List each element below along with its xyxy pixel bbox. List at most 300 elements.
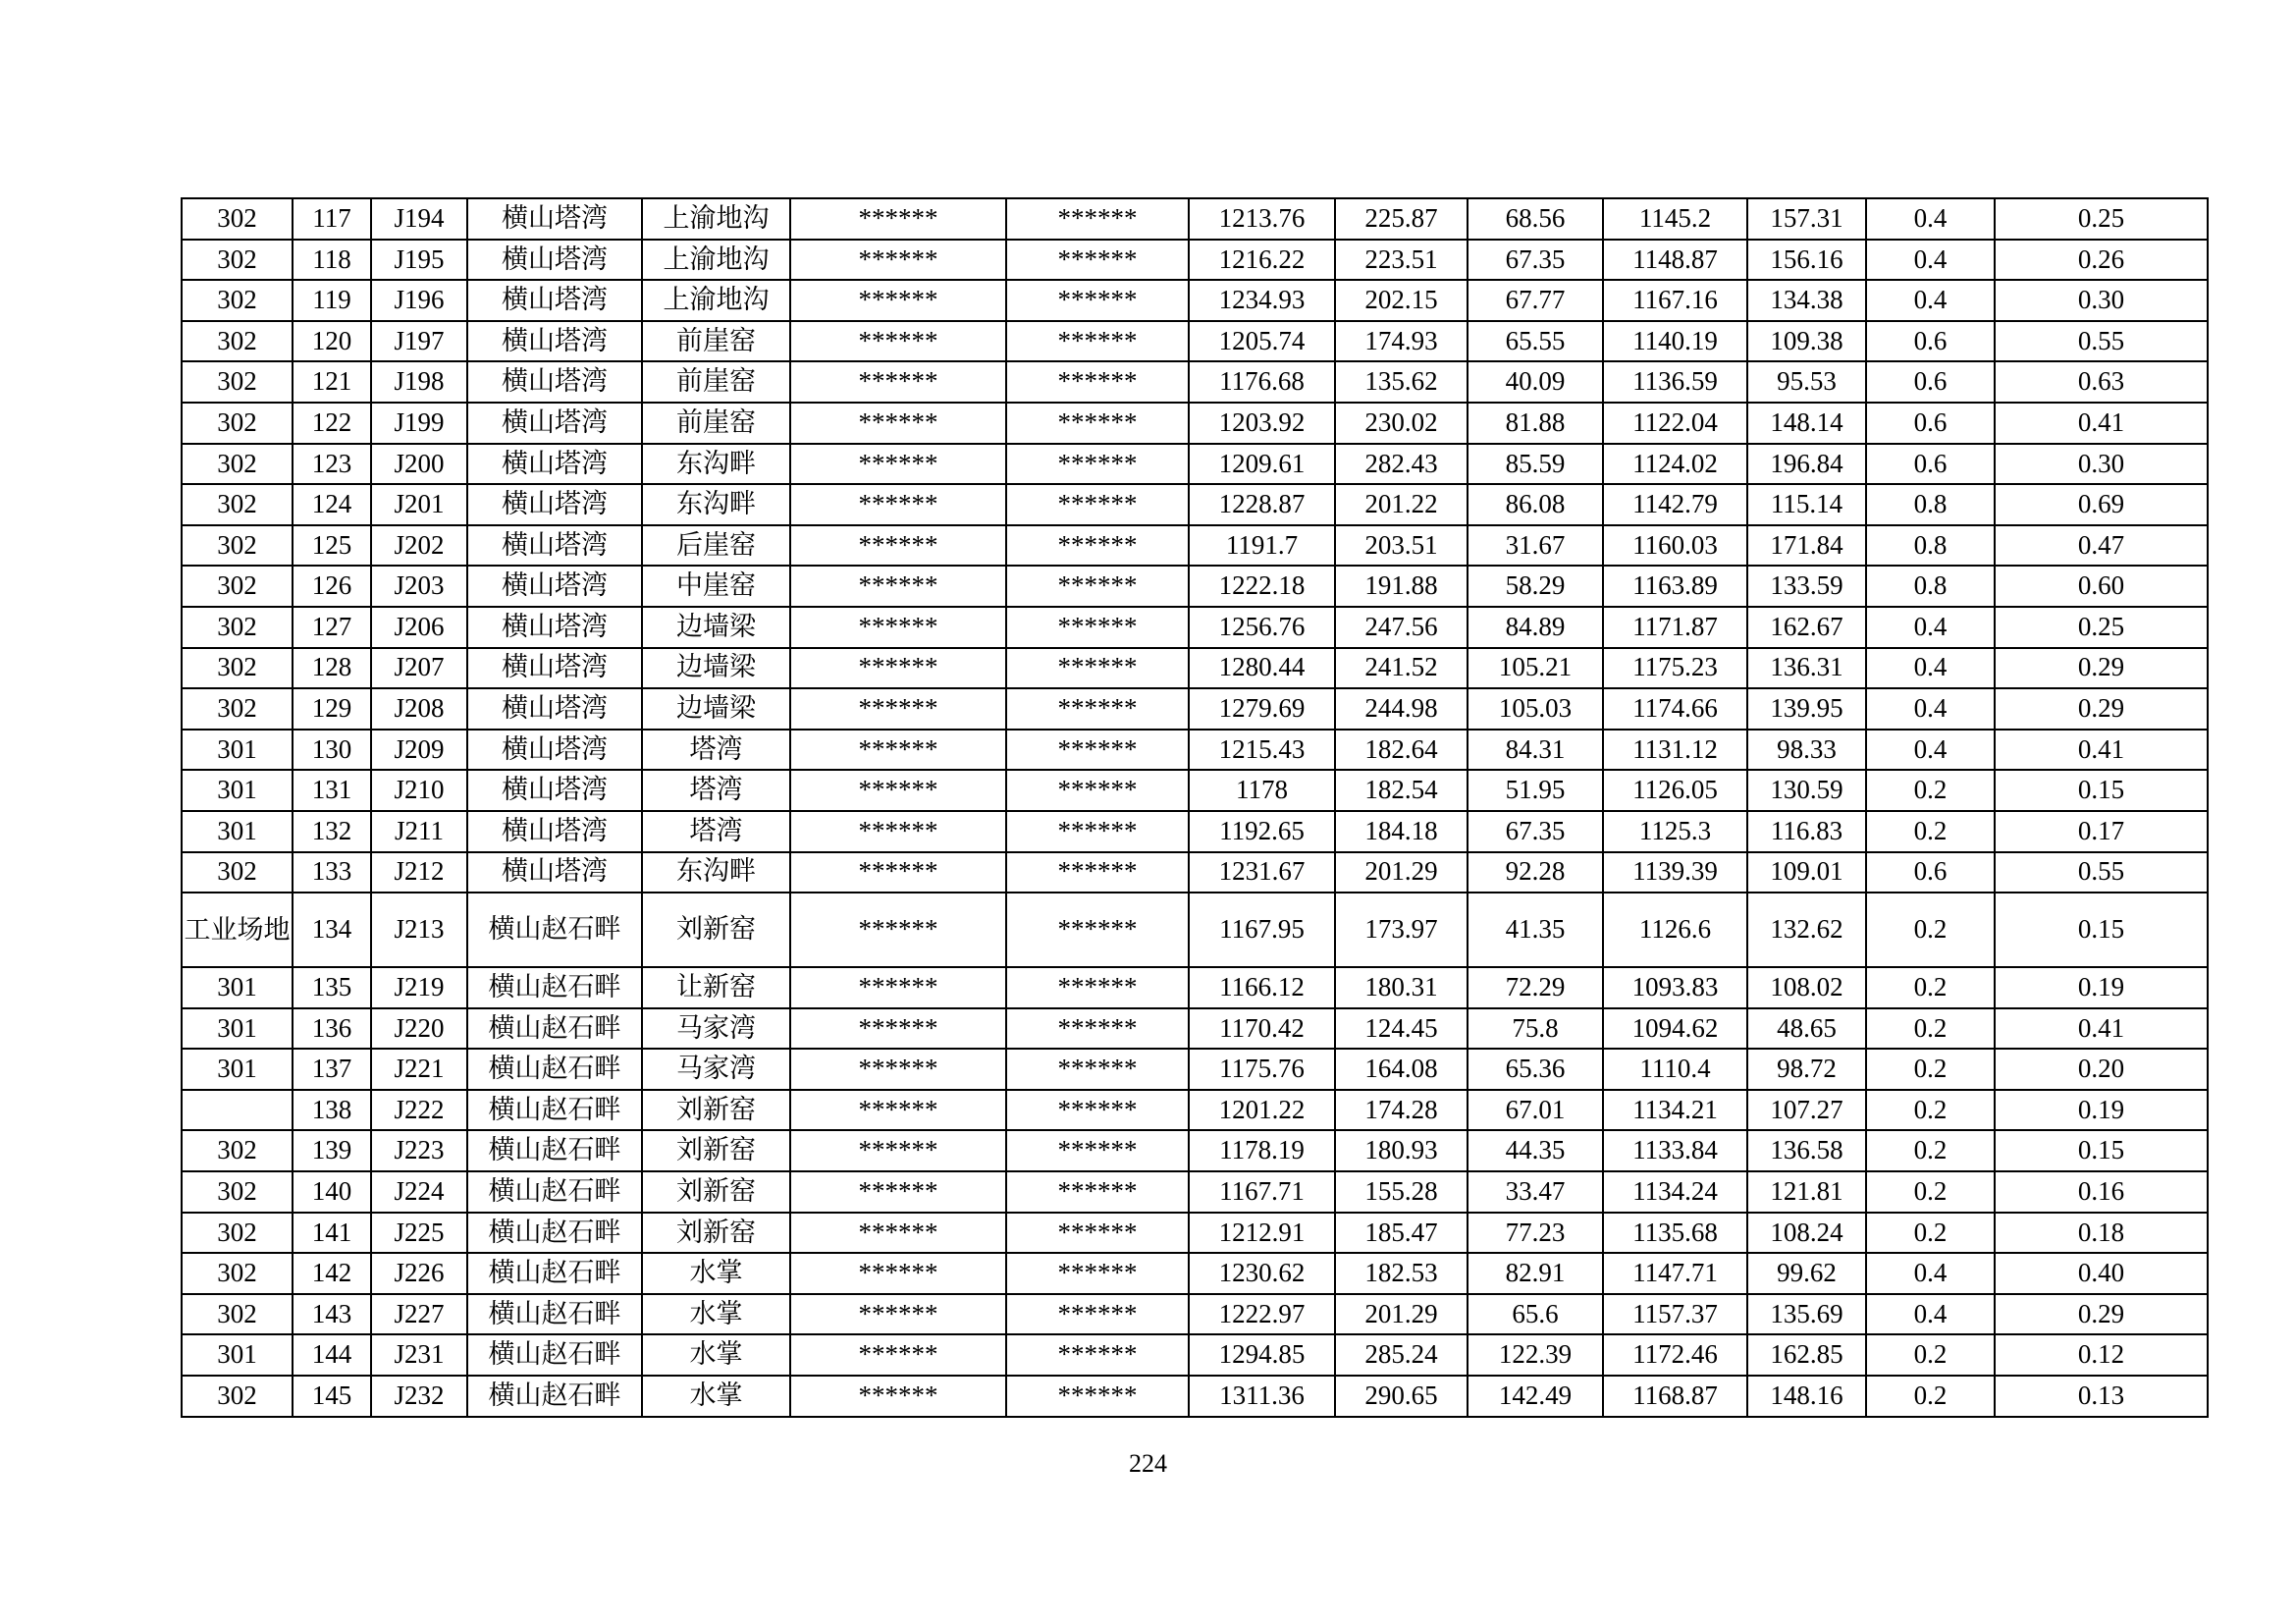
cell-point-id: J211 <box>371 811 467 852</box>
cell-bedrock: 33.47 <box>1468 1171 1603 1213</box>
cell-seq: 126 <box>293 566 371 607</box>
cell-point-id: J203 <box>371 566 467 607</box>
cell-ratio: 0.6 <box>1866 403 1995 444</box>
cell-seq: 138 <box>293 1090 371 1131</box>
cell-bedrock: 44.35 <box>1468 1130 1603 1171</box>
cell-depth: 203.51 <box>1335 525 1468 567</box>
cell-village: 刘新窑 <box>642 1213 790 1254</box>
cell-elevation: 1167.71 <box>1189 1171 1335 1213</box>
cell-thickness: 162.85 <box>1747 1334 1866 1376</box>
cell-coord-y: ****** <box>1006 770 1189 811</box>
cell-point-id: J232 <box>371 1376 467 1417</box>
cell-elevation: 1178.19 <box>1189 1130 1335 1171</box>
cell-thickness: 115.14 <box>1747 484 1866 525</box>
cell-depth: 182.54 <box>1335 770 1468 811</box>
data-table <box>181 197 2209 1418</box>
cell-floor-elev: 1142.79 <box>1603 484 1747 525</box>
cell-point-id: J198 <box>371 361 467 403</box>
cell-town: 横山赵石畔 <box>467 1213 642 1254</box>
cell-town: 横山塔湾 <box>467 566 642 607</box>
cell-bedrock: 31.67 <box>1468 525 1603 567</box>
cell-village: 东沟畔 <box>642 852 790 893</box>
cell-panel: 302 <box>182 1376 293 1417</box>
cell-index: 0.29 <box>1995 1294 2208 1335</box>
cell-thickness: 133.59 <box>1747 566 1866 607</box>
cell-coord-x: ****** <box>790 811 1006 852</box>
cell-elevation: 1212.91 <box>1189 1213 1335 1254</box>
table-row <box>182 607 2208 648</box>
cell-village: 水掌 <box>642 1334 790 1376</box>
cell-point-id: J222 <box>371 1090 467 1131</box>
cell-coord-x: ****** <box>790 525 1006 567</box>
cell-seq: 144 <box>293 1334 371 1376</box>
cell-bedrock: 51.95 <box>1468 770 1603 811</box>
cell-bedrock: 68.56 <box>1468 198 1603 240</box>
table-row <box>182 361 2208 403</box>
cell-seq: 141 <box>293 1213 371 1254</box>
table-row <box>182 1253 2208 1294</box>
cell-depth: 191.88 <box>1335 566 1468 607</box>
cell-depth: 124.45 <box>1335 1008 1468 1050</box>
cell-ratio: 0.4 <box>1866 1253 1995 1294</box>
cell-town: 横山塔湾 <box>467 730 642 771</box>
cell-thickness: 109.38 <box>1747 321 1866 362</box>
cell-thickness: 121.81 <box>1747 1171 1866 1213</box>
cell-thickness: 109.01 <box>1747 852 1866 893</box>
cell-ratio: 0.2 <box>1866 811 1995 852</box>
cell-bedrock: 67.01 <box>1468 1090 1603 1131</box>
cell-thickness: 136.58 <box>1747 1130 1866 1171</box>
cell-bedrock: 65.36 <box>1468 1049 1603 1090</box>
cell-panel: 302 <box>182 1130 293 1171</box>
cell-depth: 184.18 <box>1335 811 1468 852</box>
cell-ratio: 0.2 <box>1866 1213 1995 1254</box>
cell-town: 横山塔湾 <box>467 852 642 893</box>
cell-point-id: J206 <box>371 607 467 648</box>
cell-thickness: 99.62 <box>1747 1253 1866 1294</box>
cell-point-id: J223 <box>371 1130 467 1171</box>
cell-depth: 225.87 <box>1335 198 1468 240</box>
cell-index: 0.29 <box>1995 648 2208 689</box>
cell-point-id: J212 <box>371 852 467 893</box>
cell-panel: 302 <box>182 403 293 444</box>
cell-floor-elev: 1147.71 <box>1603 1253 1747 1294</box>
cell-ratio: 0.2 <box>1866 1171 1995 1213</box>
cell-floor-elev: 1167.16 <box>1603 280 1747 321</box>
cell-elevation: 1167.95 <box>1189 893 1335 967</box>
cell-coord-x: ****** <box>790 1171 1006 1213</box>
cell-panel: 301 <box>182 730 293 771</box>
table-row <box>182 648 2208 689</box>
cell-index: 0.47 <box>1995 525 2208 567</box>
cell-index: 0.15 <box>1995 1130 2208 1171</box>
cell-panel: 301 <box>182 770 293 811</box>
cell-seq: 143 <box>293 1294 371 1335</box>
cell-depth: 155.28 <box>1335 1171 1468 1213</box>
cell-seq: 130 <box>293 730 371 771</box>
cell-coord-y: ****** <box>1006 321 1189 362</box>
cell-village: 塔湾 <box>642 811 790 852</box>
cell-ratio: 0.2 <box>1866 1334 1995 1376</box>
table-row <box>182 240 2208 281</box>
cell-elevation: 1222.97 <box>1189 1294 1335 1335</box>
cell-coord-y: ****** <box>1006 893 1189 967</box>
cell-ratio: 0.4 <box>1866 648 1995 689</box>
cell-index: 0.63 <box>1995 361 2208 403</box>
cell-coord-y: ****** <box>1006 484 1189 525</box>
cell-ratio: 0.2 <box>1866 770 1995 811</box>
cell-panel: 302 <box>182 688 293 730</box>
cell-panel: 302 <box>182 321 293 362</box>
cell-ratio: 0.2 <box>1866 1090 1995 1131</box>
cell-coord-y: ****** <box>1006 1376 1189 1417</box>
cell-town: 横山塔湾 <box>467 607 642 648</box>
cell-bedrock: 122.39 <box>1468 1334 1603 1376</box>
cell-seq: 127 <box>293 607 371 648</box>
cell-coord-x: ****** <box>790 321 1006 362</box>
cell-panel: 301 <box>182 1334 293 1376</box>
cell-floor-elev: 1157.37 <box>1603 1294 1747 1335</box>
table-row <box>182 893 2208 967</box>
cell-panel: 302 <box>182 484 293 525</box>
cell-elevation: 1175.76 <box>1189 1049 1335 1090</box>
cell-seq: 139 <box>293 1130 371 1171</box>
cell-thickness: 136.31 <box>1747 648 1866 689</box>
cell-village: 刘新窑 <box>642 893 790 967</box>
cell-point-id: J226 <box>371 1253 467 1294</box>
cell-floor-elev: 1093.83 <box>1603 967 1747 1008</box>
table-row <box>182 730 2208 771</box>
cell-elevation: 1209.61 <box>1189 444 1335 485</box>
cell-coord-x: ****** <box>790 1008 1006 1050</box>
cell-coord-y: ****** <box>1006 1334 1189 1376</box>
cell-village: 边墙梁 <box>642 688 790 730</box>
cell-floor-elev: 1171.87 <box>1603 607 1747 648</box>
cell-village: 东沟畔 <box>642 444 790 485</box>
cell-coord-x: ****** <box>790 1130 1006 1171</box>
cell-village: 中崖窑 <box>642 566 790 607</box>
table-row <box>182 484 2208 525</box>
cell-point-id: J210 <box>371 770 467 811</box>
cell-village: 前崖窑 <box>642 321 790 362</box>
cell-coord-x: ****** <box>790 967 1006 1008</box>
cell-seq: 132 <box>293 811 371 852</box>
cell-seq: 125 <box>293 525 371 567</box>
cell-village: 水掌 <box>642 1253 790 1294</box>
cell-coord-x: ****** <box>790 1253 1006 1294</box>
cell-village: 上渝地沟 <box>642 280 790 321</box>
cell-thickness: 116.83 <box>1747 811 1866 852</box>
cell-town: 横山塔湾 <box>467 240 642 281</box>
cell-thickness: 98.72 <box>1747 1049 1866 1090</box>
cell-floor-elev: 1148.87 <box>1603 240 1747 281</box>
table-row <box>182 321 2208 362</box>
cell-coord-x: ****** <box>790 1376 1006 1417</box>
cell-coord-y: ****** <box>1006 566 1189 607</box>
cell-index: 0.55 <box>1995 852 2208 893</box>
cell-seq: 129 <box>293 688 371 730</box>
cell-point-id: J220 <box>371 1008 467 1050</box>
cell-bedrock: 84.31 <box>1468 730 1603 771</box>
cell-seq: 128 <box>293 648 371 689</box>
cell-floor-elev: 1168.87 <box>1603 1376 1747 1417</box>
cell-index: 0.41 <box>1995 403 2208 444</box>
cell-ratio: 0.2 <box>1866 1049 1995 1090</box>
cell-index: 0.60 <box>1995 566 2208 607</box>
cell-elevation: 1228.87 <box>1189 484 1335 525</box>
cell-village: 上渝地沟 <box>642 240 790 281</box>
cell-panel: 302 <box>182 1253 293 1294</box>
cell-coord-y: ****** <box>1006 730 1189 771</box>
cell-seq: 119 <box>293 280 371 321</box>
cell-panel: 301 <box>182 1049 293 1090</box>
cell-elevation: 1205.74 <box>1189 321 1335 362</box>
cell-coord-x: ****** <box>790 1049 1006 1090</box>
cell-point-id: J199 <box>371 403 467 444</box>
cell-coord-y: ****** <box>1006 444 1189 485</box>
cell-coord-y: ****** <box>1006 852 1189 893</box>
cell-elevation: 1213.76 <box>1189 198 1335 240</box>
cell-depth: 174.93 <box>1335 321 1468 362</box>
cell-bedrock: 105.21 <box>1468 648 1603 689</box>
cell-panel: 302 <box>182 852 293 893</box>
cell-coord-x: ****** <box>790 280 1006 321</box>
cell-seq: 122 <box>293 403 371 444</box>
cell-town: 横山赵石畔 <box>467 1253 642 1294</box>
cell-elevation: 1178 <box>1189 770 1335 811</box>
cell-panel: 302 <box>182 361 293 403</box>
cell-town: 横山赵石畔 <box>467 1294 642 1335</box>
cell-point-id: J200 <box>371 444 467 485</box>
cell-depth: 241.52 <box>1335 648 1468 689</box>
cell-village: 马家湾 <box>642 1049 790 1090</box>
table-row <box>182 280 2208 321</box>
cell-bedrock: 72.29 <box>1468 967 1603 1008</box>
cell-depth: 201.29 <box>1335 1294 1468 1335</box>
cell-panel <box>182 1090 293 1131</box>
table-row <box>182 1171 2208 1213</box>
cell-elevation: 1231.67 <box>1189 852 1335 893</box>
cell-ratio: 0.4 <box>1866 240 1995 281</box>
cell-coord-y: ****** <box>1006 967 1189 1008</box>
cell-depth: 202.15 <box>1335 280 1468 321</box>
cell-index: 0.15 <box>1995 770 2208 811</box>
cell-thickness: 130.59 <box>1747 770 1866 811</box>
cell-index: 0.19 <box>1995 967 2208 1008</box>
cell-depth: 282.43 <box>1335 444 1468 485</box>
cell-floor-elev: 1125.3 <box>1603 811 1747 852</box>
cell-depth: 180.93 <box>1335 1130 1468 1171</box>
cell-depth: 135.62 <box>1335 361 1468 403</box>
cell-coord-x: ****** <box>790 484 1006 525</box>
cell-coord-x: ****** <box>790 770 1006 811</box>
cell-seq: 136 <box>293 1008 371 1050</box>
cell-ratio: 0.4 <box>1866 688 1995 730</box>
cell-bedrock: 40.09 <box>1468 361 1603 403</box>
cell-floor-elev: 1163.89 <box>1603 566 1747 607</box>
cell-village: 刘新窑 <box>642 1171 790 1213</box>
cell-depth: 201.22 <box>1335 484 1468 525</box>
cell-depth: 230.02 <box>1335 403 1468 444</box>
cell-bedrock: 67.35 <box>1468 240 1603 281</box>
cell-bedrock: 85.59 <box>1468 444 1603 485</box>
cell-village: 马家湾 <box>642 1008 790 1050</box>
cell-depth: 173.97 <box>1335 893 1468 967</box>
cell-thickness: 95.53 <box>1747 361 1866 403</box>
cell-coord-y: ****** <box>1006 198 1189 240</box>
cell-depth: 247.56 <box>1335 607 1468 648</box>
cell-point-id: J213 <box>371 893 467 967</box>
cell-floor-elev: 1172.46 <box>1603 1334 1747 1376</box>
table-row <box>182 688 2208 730</box>
cell-index: 0.20 <box>1995 1049 2208 1090</box>
cell-town: 横山赵石畔 <box>467 1171 642 1213</box>
cell-depth: 185.47 <box>1335 1213 1468 1254</box>
cell-index: 0.69 <box>1995 484 2208 525</box>
cell-floor-elev: 1135.68 <box>1603 1213 1747 1254</box>
cell-coord-y: ****** <box>1006 240 1189 281</box>
cell-ratio: 0.4 <box>1866 730 1995 771</box>
cell-ratio: 0.2 <box>1866 1130 1995 1171</box>
cell-coord-x: ****** <box>790 1334 1006 1376</box>
cell-village: 上渝地沟 <box>642 198 790 240</box>
cell-depth: 244.98 <box>1335 688 1468 730</box>
cell-coord-y: ****** <box>1006 811 1189 852</box>
cell-floor-elev: 1134.24 <box>1603 1171 1747 1213</box>
cell-index: 0.25 <box>1995 607 2208 648</box>
cell-coord-y: ****** <box>1006 1253 1189 1294</box>
cell-town: 横山塔湾 <box>467 811 642 852</box>
table-row <box>182 444 2208 485</box>
cell-seq: 133 <box>293 852 371 893</box>
cell-bedrock: 41.35 <box>1468 893 1603 967</box>
cell-elevation: 1222.18 <box>1189 566 1335 607</box>
table-row <box>182 1334 2208 1376</box>
cell-floor-elev: 1136.59 <box>1603 361 1747 403</box>
cell-seq: 145 <box>293 1376 371 1417</box>
cell-seq: 135 <box>293 967 371 1008</box>
cell-elevation: 1191.7 <box>1189 525 1335 567</box>
cell-thickness: 132.62 <box>1747 893 1866 967</box>
cell-town: 横山塔湾 <box>467 525 642 567</box>
cell-elevation: 1192.65 <box>1189 811 1335 852</box>
cell-floor-elev: 1131.12 <box>1603 730 1747 771</box>
cell-coord-x: ****** <box>790 403 1006 444</box>
cell-thickness: 139.95 <box>1747 688 1866 730</box>
cell-ratio: 0.8 <box>1866 484 1995 525</box>
table-row <box>182 967 2208 1008</box>
cell-village: 前崖窑 <box>642 403 790 444</box>
cell-index: 0.25 <box>1995 198 2208 240</box>
cell-index: 0.12 <box>1995 1334 2208 1376</box>
cell-coord-y: ****** <box>1006 1294 1189 1335</box>
cell-point-id: J207 <box>371 648 467 689</box>
table-row <box>182 566 2208 607</box>
cell-bedrock: 65.55 <box>1468 321 1603 362</box>
cell-thickness: 48.65 <box>1747 1008 1866 1050</box>
cell-coord-x: ****** <box>790 730 1006 771</box>
cell-floor-elev: 1160.03 <box>1603 525 1747 567</box>
cell-town: 横山塔湾 <box>467 444 642 485</box>
cell-panel: 302 <box>182 1294 293 1335</box>
cell-panel: 302 <box>182 240 293 281</box>
cell-ratio: 0.6 <box>1866 321 1995 362</box>
cell-point-id: J224 <box>371 1171 467 1213</box>
cell-bedrock: 75.8 <box>1468 1008 1603 1050</box>
cell-seq: 131 <box>293 770 371 811</box>
cell-point-id: J227 <box>371 1294 467 1335</box>
cell-depth: 201.29 <box>1335 852 1468 893</box>
cell-seq: 121 <box>293 361 371 403</box>
cell-coord-x: ****** <box>790 688 1006 730</box>
table-body <box>182 198 2208 1417</box>
cell-coord-y: ****** <box>1006 1049 1189 1090</box>
cell-town: 横山塔湾 <box>467 321 642 362</box>
cell-panel: 302 <box>182 198 293 240</box>
cell-point-id: J231 <box>371 1334 467 1376</box>
cell-coord-x: ****** <box>790 566 1006 607</box>
cell-floor-elev: 1140.19 <box>1603 321 1747 362</box>
cell-depth: 223.51 <box>1335 240 1468 281</box>
cell-coord-x: ****** <box>790 852 1006 893</box>
cell-point-id: J208 <box>371 688 467 730</box>
cell-seq: 140 <box>293 1171 371 1213</box>
cell-village: 边墙梁 <box>642 607 790 648</box>
cell-seq: 120 <box>293 321 371 362</box>
cell-elevation: 1176.68 <box>1189 361 1335 403</box>
cell-town: 横山赵石畔 <box>467 1090 642 1131</box>
cell-coord-x: ****** <box>790 240 1006 281</box>
cell-bedrock: 67.35 <box>1468 811 1603 852</box>
cell-elevation: 1215.43 <box>1189 730 1335 771</box>
cell-thickness: 171.84 <box>1747 525 1866 567</box>
cell-bedrock: 142.49 <box>1468 1376 1603 1417</box>
cell-village: 水掌 <box>642 1376 790 1417</box>
cell-ratio: 0.8 <box>1866 525 1995 567</box>
cell-town: 横山塔湾 <box>467 280 642 321</box>
cell-seq: 142 <box>293 1253 371 1294</box>
cell-thickness: 148.14 <box>1747 403 1866 444</box>
cell-bedrock: 58.29 <box>1468 566 1603 607</box>
cell-town: 横山塔湾 <box>467 688 642 730</box>
table-row <box>182 1008 2208 1050</box>
cell-point-id: J225 <box>371 1213 467 1254</box>
table-row <box>182 770 2208 811</box>
cell-point-id: J194 <box>371 198 467 240</box>
cell-ratio: 0.6 <box>1866 852 1995 893</box>
cell-town: 横山赵石畔 <box>467 1130 642 1171</box>
cell-index: 0.30 <box>1995 444 2208 485</box>
cell-elevation: 1203.92 <box>1189 403 1335 444</box>
cell-panel: 301 <box>182 1008 293 1050</box>
cell-bedrock: 92.28 <box>1468 852 1603 893</box>
cell-elevation: 1279.69 <box>1189 688 1335 730</box>
cell-panel: 302 <box>182 525 293 567</box>
cell-seq: 134 <box>293 893 371 967</box>
cell-coord-y: ****** <box>1006 525 1189 567</box>
table-row <box>182 403 2208 444</box>
table-row <box>182 1090 2208 1131</box>
cell-index: 0.26 <box>1995 240 2208 281</box>
cell-coord-x: ****** <box>790 1294 1006 1335</box>
cell-thickness: 134.38 <box>1747 280 1866 321</box>
cell-coord-y: ****** <box>1006 688 1189 730</box>
cell-coord-y: ****** <box>1006 280 1189 321</box>
cell-floor-elev: 1124.02 <box>1603 444 1747 485</box>
cell-bedrock: 84.89 <box>1468 607 1603 648</box>
cell-panel: 302 <box>182 648 293 689</box>
table-row <box>182 1213 2208 1254</box>
